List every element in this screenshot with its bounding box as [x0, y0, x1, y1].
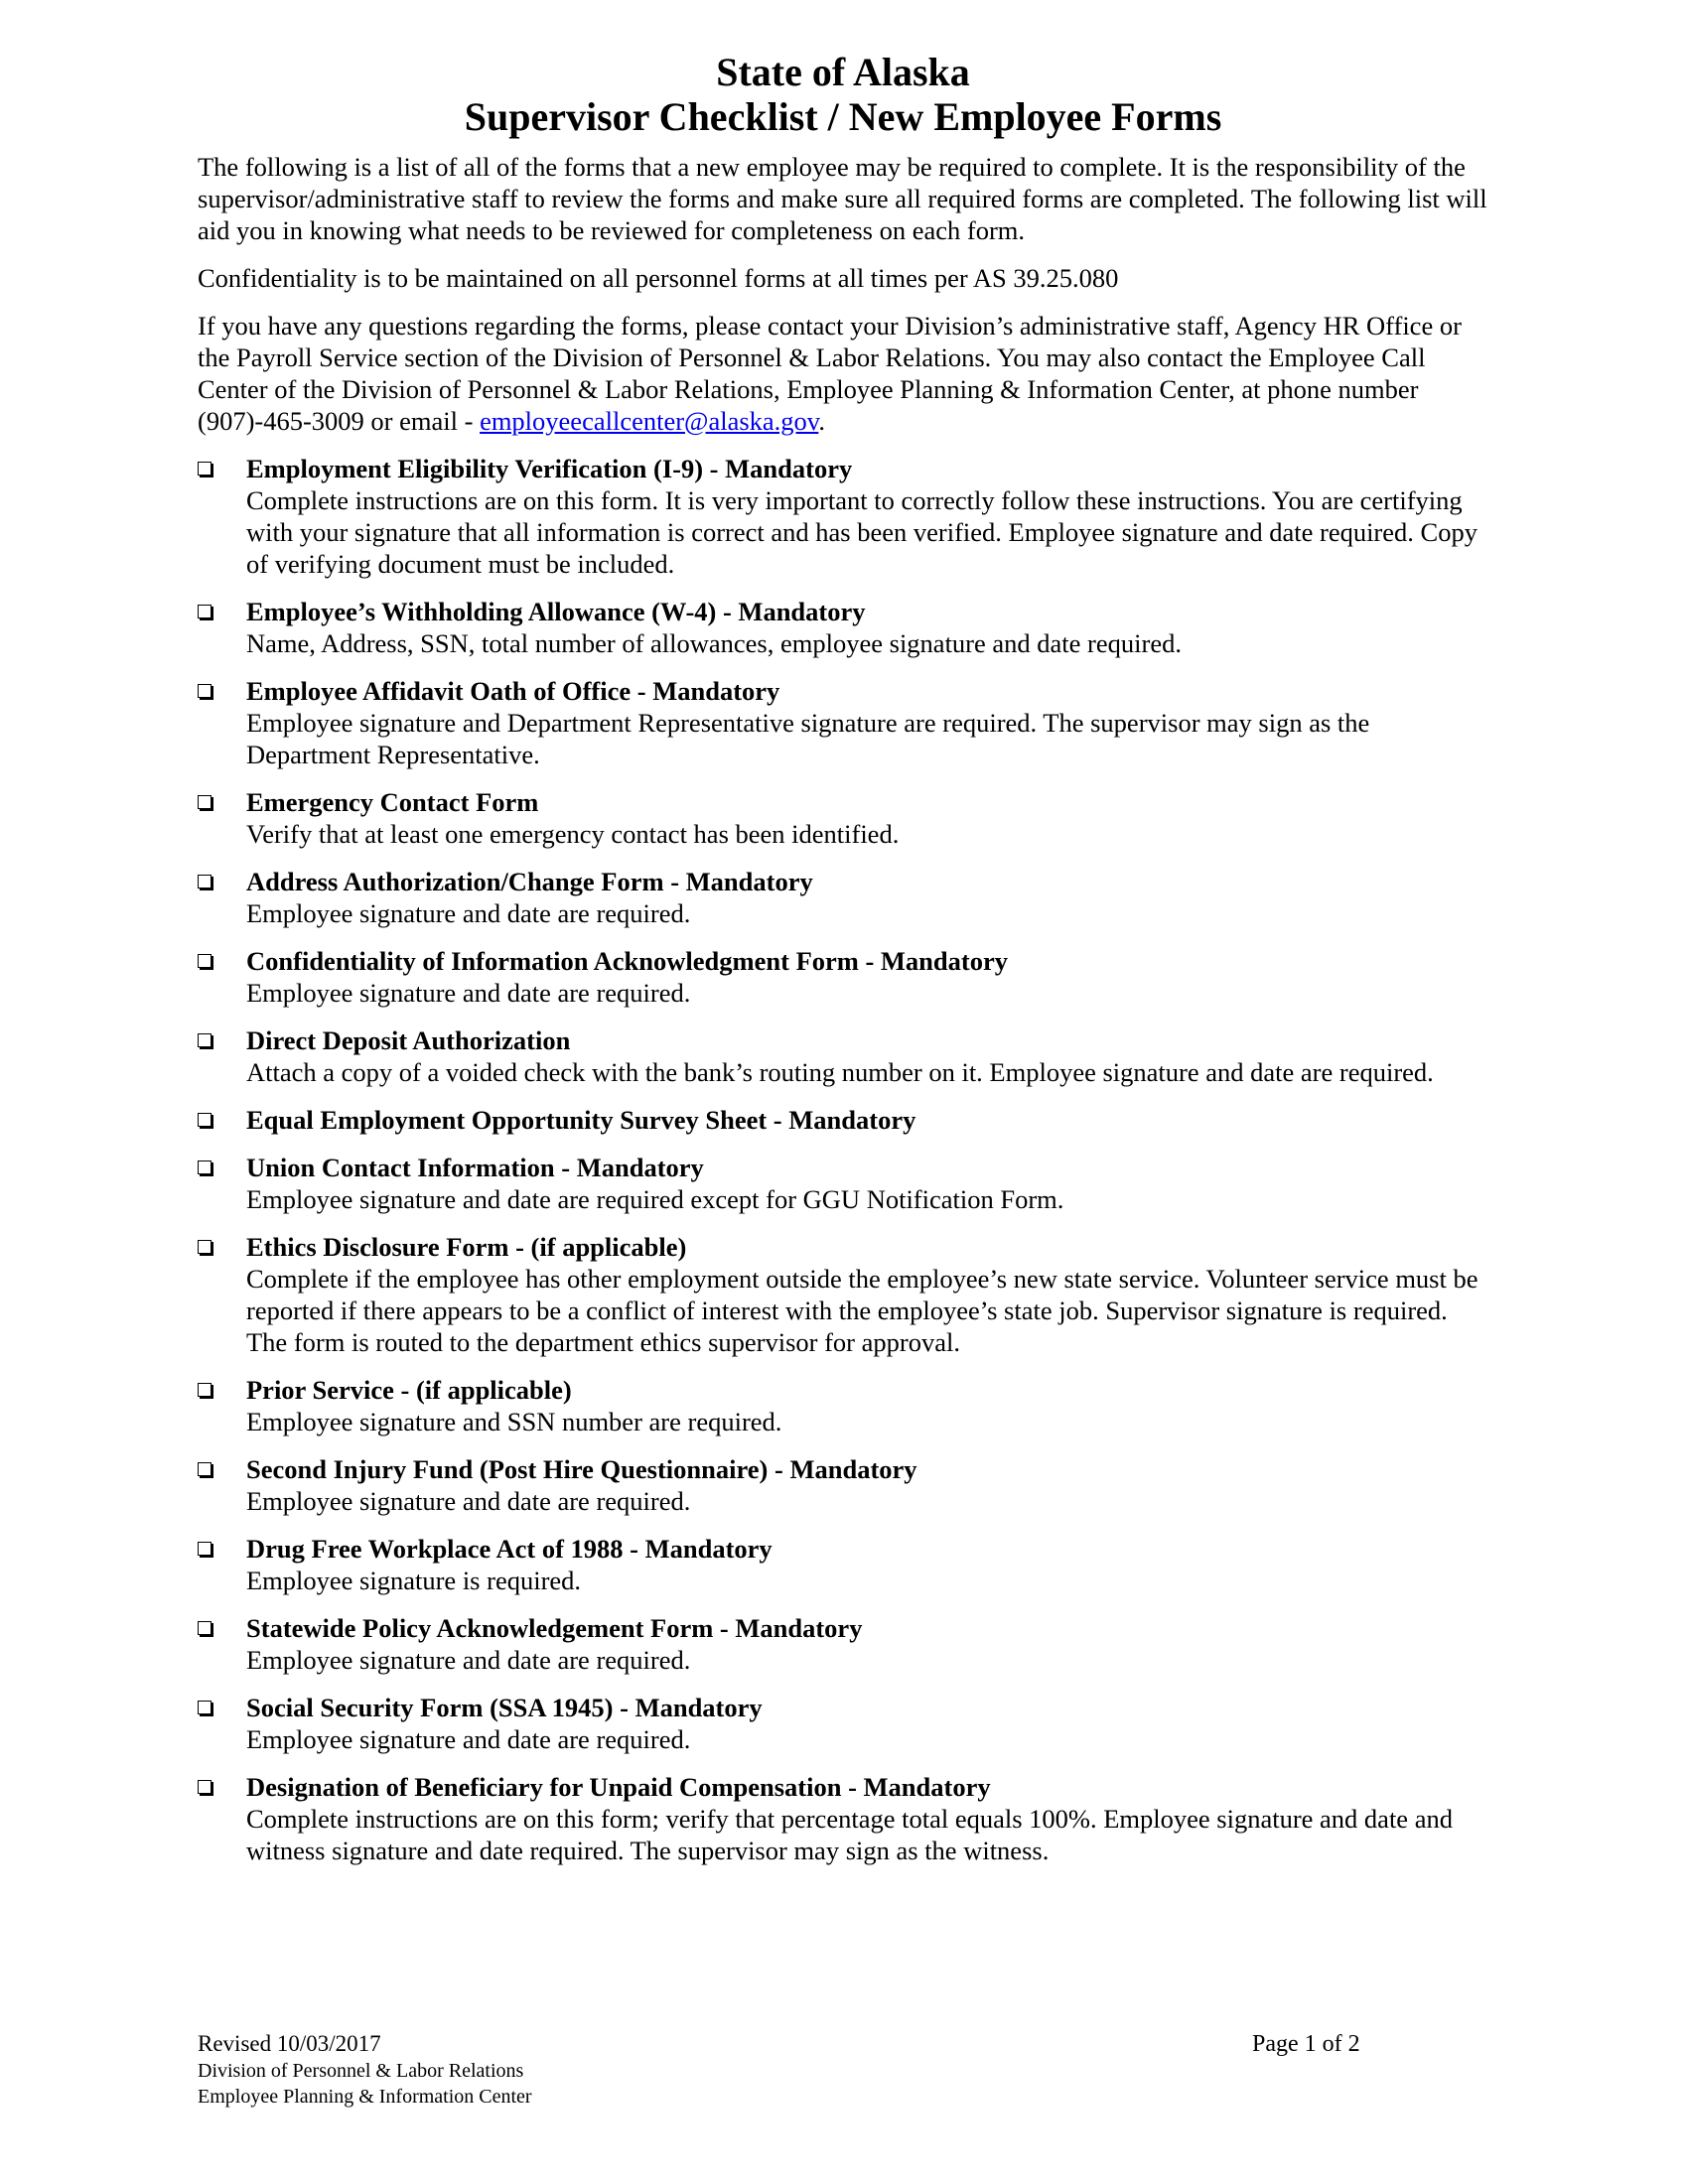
item-description: Complete instructions are on this form; verify that percentage total equals 100%. Employee signature and date and witness signature and date required. The supervisor may sign as the witness. — [246, 1804, 1453, 1865]
title-state: State of Alaska — [716, 50, 970, 94]
page-number: Page 1 of 2 — [1252, 2031, 1360, 2057]
checklist-item — [198, 786, 1488, 850]
item-title: Ethics Disclosure Form - (if applicable) — [246, 1232, 687, 1262]
title-checklist: Supervisor Checklist / New Employee Forms — [464, 94, 1222, 139]
item-description: Complete instructions are on this form. It is very important to correctly follow these instructions. You are certifying with your signature that all information is correct and has been verified. Employee signature and date required. Copy of verifying document must be included. — [246, 485, 1477, 579]
checkbox-icon[interactable] — [198, 1240, 211, 1254]
document-page — [198, 50, 1488, 1882]
checkbox-icon[interactable] — [198, 1462, 211, 1476]
item-title: Employee’s Withholding Allowance (W-4) - Mandatory — [246, 597, 866, 626]
item-title: Drug Free Workplace Act of 1988 - Mandatory — [246, 1534, 773, 1564]
checklist-item — [198, 1533, 1488, 1596]
item-description: Name, Address, SSN, total number of allowances, employee signature and date required. — [246, 628, 1182, 658]
checklist-item — [198, 453, 1488, 580]
item-title: Address Authorization/Change Form - Mandatory — [246, 867, 813, 896]
checkbox-icon[interactable] — [198, 1033, 211, 1047]
checklist-item — [198, 1453, 1488, 1517]
checkbox-icon[interactable] — [198, 462, 211, 476]
item-description: Employee signature and date are required except for GGU Notification Form. — [246, 1184, 1064, 1214]
checkbox-icon[interactable] — [198, 1701, 211, 1714]
item-title: Emergency Contact Form — [246, 787, 539, 817]
checklist-item — [198, 1692, 1488, 1755]
revised-date: Revised 10/03/2017 — [198, 2031, 381, 2056]
footer-division: Division of Personnel & Labor Relations — [198, 2060, 524, 2082]
checklist-item — [198, 675, 1488, 770]
item-title: Employment Eligibility Verification (I-9) - Mandatory — [246, 454, 853, 483]
checkbox-icon[interactable] — [198, 875, 211, 888]
item-title: Employee Affidavit Oath of Office - Mandatory — [246, 676, 780, 706]
footer-center: Employee Planning & Information Center — [198, 2086, 532, 2108]
item-title: Statewide Policy Acknowledgement Form - Mandatory — [246, 1613, 863, 1643]
item-description: Employee signature and Department Representative signature are required. The supervisor may sign as the Department Representative. — [246, 708, 1370, 769]
checklist-item — [198, 1024, 1488, 1088]
checkbox-icon[interactable] — [198, 795, 211, 809]
email-link[interactable]: employeecallcenter@alaska.gov — [480, 406, 819, 436]
checklist-item — [198, 866, 1488, 929]
confidentiality-paragraph: Confidentiality is to be maintained on all personnel forms at all times per AS 39.25.080 — [198, 263, 1119, 293]
item-description: Employee signature and date are required. — [246, 898, 691, 928]
item-title: Direct Deposit Authorization — [246, 1025, 571, 1055]
checklist-item — [198, 945, 1488, 1009]
checkbox-icon[interactable] — [198, 684, 211, 698]
item-description: Employee signature and SSN number are required. — [246, 1407, 782, 1436]
item-description: Employee signature is required. — [246, 1566, 582, 1595]
checklist-item — [198, 596, 1488, 659]
item-title: Social Security Form (SSA 1945) - Mandatory — [246, 1693, 763, 1722]
item-title: Union Contact Information - Mandatory — [246, 1153, 704, 1182]
checkbox-icon[interactable] — [198, 1542, 211, 1556]
contact-text: If you have any questions regarding the forms, please contact your Division’s administrative staff, Agency HR Office or the Payroll Service section of the Division of Personnel & Labor Relations. You may also contact the Employee Call Center of the Division of Personnel & Labor Relations, Employee Planning & Information Center, at phone number (907)-465-3009 or email - — [198, 311, 1462, 436]
item-description: Employee signature and date are required. — [246, 1645, 691, 1675]
checklist-item — [198, 1231, 1488, 1358]
item-title: Equal Employment Opportunity Survey Sheet - Mandatory — [246, 1105, 916, 1135]
checklist-item — [198, 1612, 1488, 1676]
item-title: Designation of Beneficiary for Unpaid Compensation - Mandatory — [246, 1772, 991, 1802]
item-description: Attach a copy of a voided check with the bank’s routing number on it. Employee signature and date are required. — [246, 1057, 1434, 1087]
item-description: Employee signature and date are required. — [246, 1724, 691, 1754]
checkbox-icon[interactable] — [198, 1160, 211, 1174]
checklist-item — [198, 1104, 1488, 1136]
checkbox-icon[interactable] — [198, 1113, 211, 1127]
item-title: Confidentiality of Information Acknowledgment Form - Mandatory — [246, 946, 1008, 976]
footer — [198, 2030, 1389, 2110]
checkbox-icon[interactable] — [198, 1621, 211, 1635]
checkbox-icon[interactable] — [198, 1383, 211, 1397]
intro-paragraph: The following is a list of all of the forms that a new employee may be required to complete. It is the responsibility of the supervisor/administrative staff to review the forms and make sure all required forms are completed. The following list will aid you in knowing what needs to be reviewed for completeness on each form. — [198, 152, 1487, 245]
item-description: Verify that at least one emergency contact has been identified. — [246, 819, 900, 849]
checklist-item — [198, 1152, 1488, 1215]
item-description: Complete if the employee has other employment outside the employee’s new state service. Volunteer service must be reported if there appears to be a conflict of interest with the employee’s state job. Supervisor signature is required. The form is routed to the department ethics supervisor for approval. — [246, 1264, 1478, 1357]
item-description: Employee signature and date are required. — [246, 978, 691, 1008]
checkbox-icon[interactable] — [198, 954, 211, 968]
checkbox-icon[interactable] — [198, 605, 211, 618]
contact-end: . — [818, 406, 825, 436]
checklist-item — [198, 1374, 1488, 1437]
item-title: Second Injury Fund (Post Hire Questionnaire) - Mandatory — [246, 1454, 917, 1484]
checklist-item — [198, 1771, 1488, 1866]
checkbox-icon[interactable] — [198, 1780, 211, 1794]
item-description: Employee signature and date are required. — [246, 1486, 691, 1516]
contact-paragraph — [198, 310, 1488, 437]
checklist — [198, 453, 1488, 1866]
item-title: Prior Service - (if applicable) — [246, 1375, 572, 1405]
